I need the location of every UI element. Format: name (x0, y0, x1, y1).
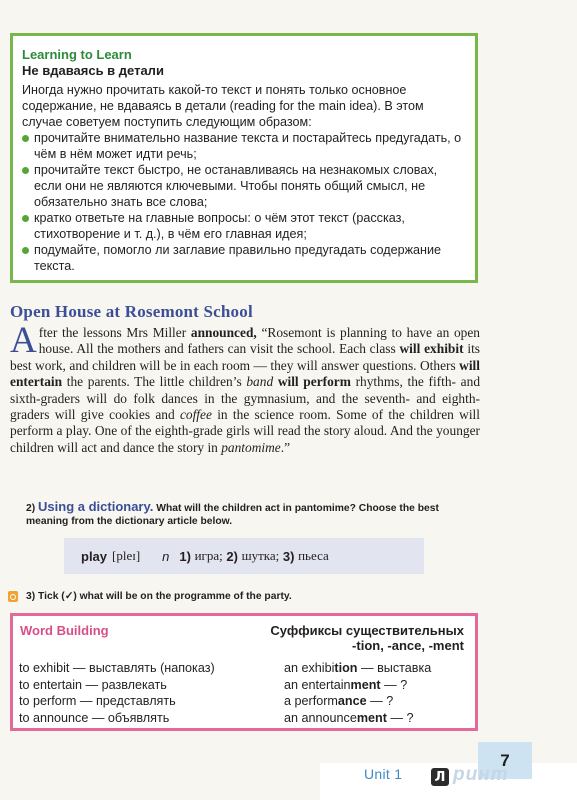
dict-word: play (81, 548, 108, 564)
watermark-brand: ринт (453, 764, 509, 785)
noun-item: a performance — ? (284, 694, 394, 708)
bullet-icon (22, 135, 29, 142)
task-2-text: What will the children act in pantomime? Choose the best meaning from the dictionary article below. (26, 503, 439, 527)
dict-meaning: игра; (194, 548, 223, 563)
task-2 (26, 500, 480, 528)
dict-meaning-number: 1) (179, 548, 191, 564)
noun-item: an entertainment — ? (284, 677, 408, 692)
story-title: Open House at Rosemont School (10, 302, 253, 321)
tip-item: подумайте, помогло ли заглавие правильно предугадать содержание текста. (22, 242, 467, 274)
story-paragraph: fter the lessons Mrs Miller announced, “Rosemont is planning to have an open house. All the mothers and fathers can visit the school. Each class will exhibit its best work, and children will be in each room — they will answer questions. Others will entertain the parents. The little children’s band will perform rhythms, the fifth- and sixth-graders will do folk dances in the gymnasium, and the seventh- and eighth-graders will give cookies and coffee in the science room. Some of the children will perform a play. One of the eighth-grade girls will read the story aloud. And the younger children will act and dance the story in pantomime.” (10, 325, 481, 455)
publisher-logo-icon: Л (431, 768, 449, 786)
tip-item: прочитайте внимательно название текста и постарайтесь предугадать, о чём в нём может идти речь; (22, 130, 467, 162)
learning-box-intro: Иногда нужно прочитать какой-то текст и понять только основное содержание, не вдаваясь в детали (reading for the main idea). В этом случае советуем поступить следующим образом: (22, 83, 424, 129)
verb-item: to perform — представлять (19, 694, 176, 708)
tip-item: прочитайте текст быстро, не останавливаясь на незнакомых словах, если они не являются ключевыми. Чтобы понять общий смысл, не обязательно знать все слова; (22, 162, 467, 210)
drop-cap: A (10, 320, 37, 361)
task-2-heading: Using a dictionary. (38, 499, 154, 514)
suffix: ment (350, 677, 381, 692)
tips-list (22, 130, 467, 274)
verb-item: to exhibit — выставлять (напоказ) (19, 661, 215, 675)
tip-item: кратко ответьте на главные вопросы: о чём этот текст (рассказ, стихотворение и т. д.), в чём его главная идея; (22, 210, 467, 242)
learning-box-title: Learning to Learn (22, 47, 132, 62)
dictionary-entry (64, 538, 424, 574)
suffix: ment (356, 710, 387, 725)
new-word: pantomime (221, 439, 281, 455)
bullet-icon (22, 215, 29, 222)
verb-item: to entertain — развлекать (19, 677, 167, 692)
suffix-heading: Суффиксы существительных -tion, -ance, -ment (270, 623, 464, 653)
task-2-number: 2) (26, 503, 36, 514)
new-word: coffee (179, 407, 212, 423)
new-word: band (246, 374, 274, 390)
noun-item: an announcement — ? (284, 710, 414, 725)
bullet-icon (22, 247, 29, 254)
suffix: ance (337, 694, 367, 708)
story-text (10, 320, 481, 456)
dict-meaning-number: 2) (226, 548, 238, 564)
suffix: tion (334, 661, 358, 675)
dict-meaning-number: 3) (282, 548, 295, 564)
unit-label: Unit 1 (364, 766, 403, 782)
word-building-title: Word Building (20, 623, 109, 638)
vocab-word: will perform (277, 374, 351, 390)
noun-item: an exhibition — выставка (284, 661, 432, 675)
noun-list (284, 660, 431, 726)
learning-to-learn-box (10, 33, 478, 283)
vocab-word: will exhibit (399, 341, 464, 357)
verb-list (19, 660, 215, 726)
dict-meaning: шутка; (241, 548, 280, 563)
page-number: 7 (478, 742, 532, 779)
audio-disc-icon (8, 591, 18, 602)
vocab-word: will entertain (10, 357, 480, 390)
bullet-icon (22, 167, 29, 174)
dict-transcription: [pleɪ] (112, 548, 141, 563)
dict-part-of-speech: n (162, 548, 170, 564)
verb-item: to announce — объявлять (19, 710, 170, 725)
vocab-word: announced, (190, 325, 257, 340)
task-3-text: 3) Tick (✓) what will be on the programme of the party. (26, 591, 292, 602)
dict-meaning: пьеса (298, 548, 329, 563)
learning-box-subtitle: Не вдаваясь в детали (22, 63, 164, 78)
word-building-box (10, 613, 478, 731)
